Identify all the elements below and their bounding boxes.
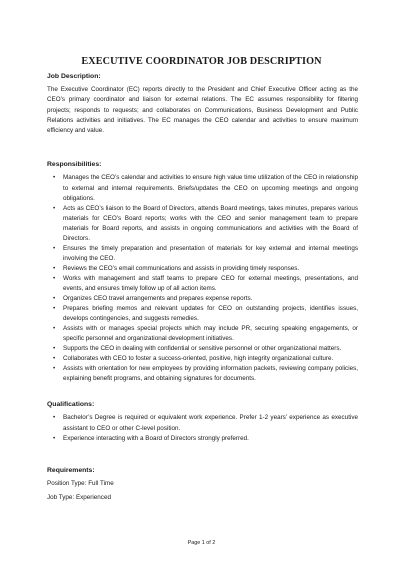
bullet-icon: • bbox=[53, 295, 56, 303]
qualifications-list bbox=[47, 413, 358, 443]
qualifications-heading: Qualifications: bbox=[47, 401, 95, 409]
bullet-icon: • bbox=[53, 325, 56, 333]
job-description-heading: Job Description: bbox=[47, 73, 101, 80]
bullet-icon: • bbox=[53, 305, 56, 313]
bullet-icon: • bbox=[53, 414, 56, 422]
list-item bbox=[47, 364, 358, 384]
responsibility-text: Organizes CEO travel arrangements and prepares expense reports. bbox=[63, 295, 253, 303]
list-item bbox=[47, 354, 358, 364]
bullet-icon: • bbox=[53, 204, 56, 212]
position-type: Position Type: Full Time bbox=[47, 479, 114, 487]
responsibility-text: Prepares briefing memos and relevant updates for CEO on outstanding projects, identifies issues, develops contingencies, and suggests remedies. bbox=[63, 305, 358, 323]
bullet-icon: • bbox=[53, 434, 56, 442]
page-number: Page 1 of 2 bbox=[187, 540, 216, 546]
responsibilities-list bbox=[47, 173, 358, 384]
bullet-icon: • bbox=[53, 264, 56, 272]
requirements-heading: Requirements: bbox=[47, 466, 95, 474]
responsibilities-heading: Responsibilities: bbox=[47, 161, 102, 169]
list-item bbox=[47, 204, 358, 244]
bullet-icon: • bbox=[53, 274, 56, 282]
bullet-icon: • bbox=[53, 174, 56, 182]
responsibility-text: Works with management and staff teams to prepare CEO for external meetings, presentations, and events, and ensures timely follow up of all action items. bbox=[63, 274, 358, 292]
responsibility-text: Reviews the CEO’s email communications and assists in providing timely responses. bbox=[63, 264, 300, 272]
job-type: Job Type: Experienced bbox=[47, 493, 111, 501]
document-title: EXECUTIVE COORDINATOR JOB DESCRIPTION bbox=[81, 56, 322, 67]
bullet-icon: • bbox=[53, 355, 56, 363]
qualification-text: Experience interacting with a Board of Directors strongly preferred. bbox=[63, 434, 249, 442]
responsibility-text: Supports the CEO in dealing with confidential or sensitive personnel or other organizational matters. bbox=[63, 345, 342, 353]
list-item bbox=[47, 344, 358, 354]
document-body bbox=[47, 72, 358, 503]
responsibility-text: Assists with orientation for new employees by providing information packets, reviewing company policies, explaining benefit programs, and obtaining signatures for documents. bbox=[63, 365, 358, 383]
qualification-text: Bachelor’s Degree is required or equivalent work experience. Prefer 1-2 years’ experience as executive assistant to CEO or other C-level position. bbox=[63, 414, 358, 432]
bullet-icon: • bbox=[53, 345, 56, 353]
list-item bbox=[47, 304, 358, 324]
responsibility-text: Ensures the timely preparation and presentation of materials for key external and internal meetings involving the CEO. bbox=[63, 244, 358, 262]
responsibility-text: Assists with or manages special projects which may include PR, securing speaking engagements, or specific personnel and organizational development initiatives. bbox=[63, 325, 358, 343]
list-item bbox=[47, 244, 358, 264]
list-item bbox=[47, 324, 358, 344]
bullet-icon: • bbox=[53, 244, 56, 252]
list-item bbox=[47, 413, 358, 433]
list-item bbox=[47, 264, 358, 274]
responsibility-text: Collaborates with CEO to foster a success-oriented, positive, high integrity organizational culture. bbox=[63, 355, 334, 363]
bullet-icon: • bbox=[53, 365, 56, 373]
list-item bbox=[47, 274, 358, 294]
responsibility-text: Acts as CEO’s liaison to the Board of Directors, attends Board meetings, takes minutes, prepares various materials for CEO’s Board reports; works with the CEO and senior management team to prepare materials for Board reports, and assists in ongoing communications and activities with the Board of Directors. bbox=[63, 204, 358, 242]
list-item bbox=[47, 173, 358, 203]
list-item bbox=[47, 294, 358, 304]
list-item bbox=[47, 434, 358, 444]
responsibility-text: Manages the CEO’s calendar and activities to ensure high value time utilization of the CEO in relationship to external and internal requirements. Briefs/updates the CEO on upcoming meetings and ongoing obligations. bbox=[63, 174, 358, 202]
job-description-text: The Executive Coordinator (EC) reports directly to the President and Chief Executive Officer acting as the CEO’s primary coordinator and liaison for external relations. The EC assumes responsibility for filtering projects; responds to requests; and collaborates on Communications, Business Development and Public Relations activities and initiatives. The EC manages the CEO calendar and activities to ensure maximum efficiency and value. bbox=[47, 86, 358, 135]
